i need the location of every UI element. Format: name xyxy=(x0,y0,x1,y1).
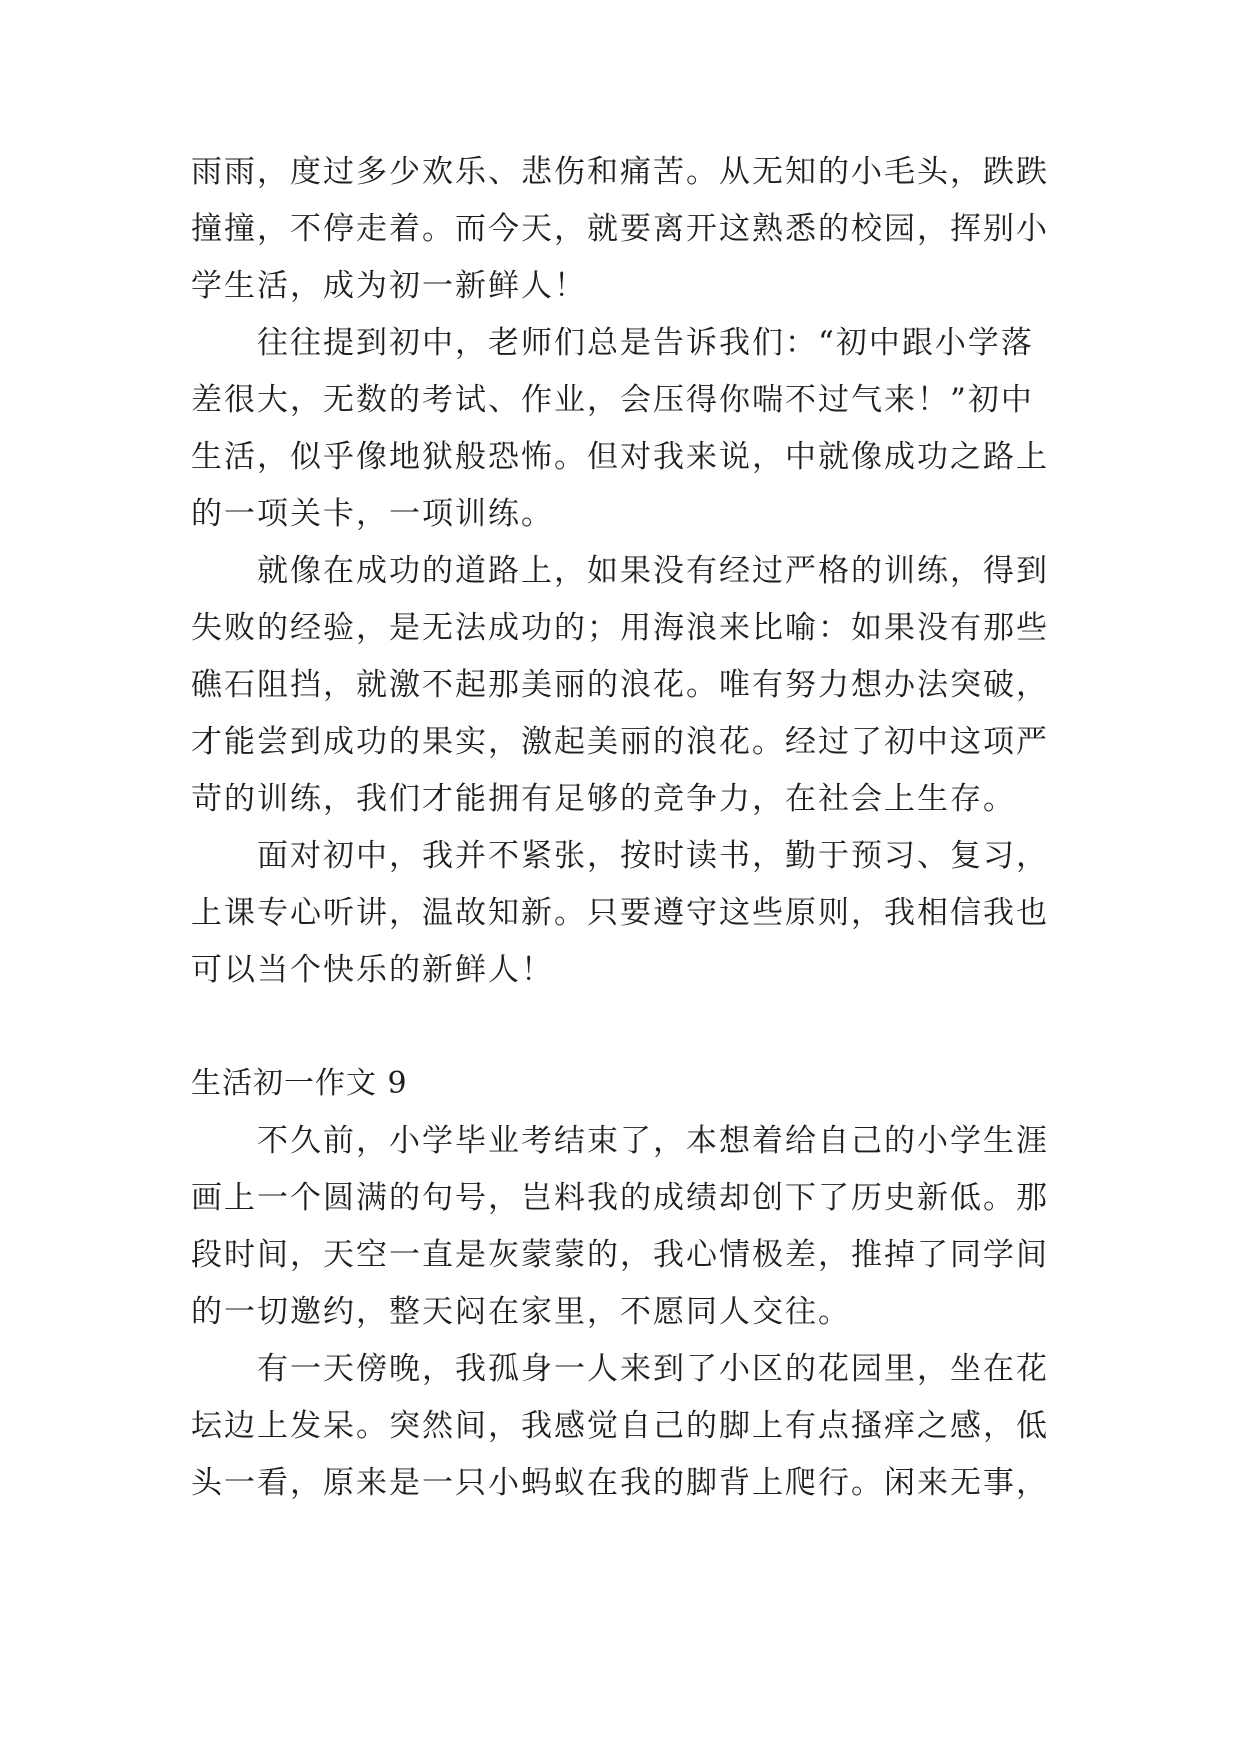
text-line: 可以当个快乐的新鲜人！ xyxy=(191,952,554,988)
text-line: 段时间，天空一直是灰蒙蒙的，我心情极差，推掉了同学间 xyxy=(191,1237,1049,1273)
text-line: 就像在成功的道路上，如果没有经过严格的训练，得到 xyxy=(257,553,1049,589)
text-line: 差很大，无数的考试、作业，会压得你喘不过气来！”初中 xyxy=(191,382,1034,418)
text-line: 雨雨，度过多少欢乐、悲伤和痛苦。从无知的小毛头，跌跌 xyxy=(191,154,1049,190)
text-line: 失败的经验，是无法成功的；用海浪来比喻：如果没有那些 xyxy=(191,610,1049,646)
text-line: 的一切邀约，整天闷在家里，不愿同人交往。 xyxy=(191,1294,851,1330)
text-line: 不久前，小学毕业考结束了，本想着给自己的小学生涯 xyxy=(257,1123,1049,1159)
text-line: 的一项关卡，一项训练。 xyxy=(191,496,554,532)
section-heading: 生活初一作文 9 xyxy=(191,1066,408,1101)
text-line: 才能尝到成功的果实，激起美丽的浪花。经过了初中这项严 xyxy=(191,724,1049,760)
text-line: 头一看，原来是一只小蚂蚁在我的脚背上爬行。闲来无事， xyxy=(191,1465,1049,1501)
text-line: 生活，似乎像地狱般恐怖。但对我来说，中就像成功之路上 xyxy=(191,439,1049,475)
text-line: 学生活，成为初一新鲜人！ xyxy=(191,268,587,304)
text-line: 撞撞，不停走着。而今天，就要离开这熟悉的校园，挥别小 xyxy=(191,211,1049,247)
text-line: 上课专心听讲，温故知新。只要遵守这些原则，我相信我也 xyxy=(191,895,1049,931)
text-line: 有一天傍晚，我孤身一人来到了小区的花园里，坐在花 xyxy=(257,1351,1049,1387)
text-line: 往往提到初中，老师们总是告诉我们：“初中跟小学落 xyxy=(257,325,1034,361)
text-line: 坛边上发呆。突然间，我感觉自己的脚上有点搔痒之感，低 xyxy=(191,1408,1049,1444)
text-line: 画上一个圆满的句号，岂料我的成绩却创下了历史新低。那 xyxy=(191,1180,1049,1216)
text-line: 苛的训练，我们才能拥有足够的竞争力，在社会上生存。 xyxy=(191,781,1016,817)
text-line: 面对初中，我并不紧张，按时读书，勤于预习、复习， xyxy=(257,838,1049,874)
text-line: 礁石阻挡，就激不起那美丽的浪花。唯有努力想办法突破， xyxy=(191,667,1049,703)
